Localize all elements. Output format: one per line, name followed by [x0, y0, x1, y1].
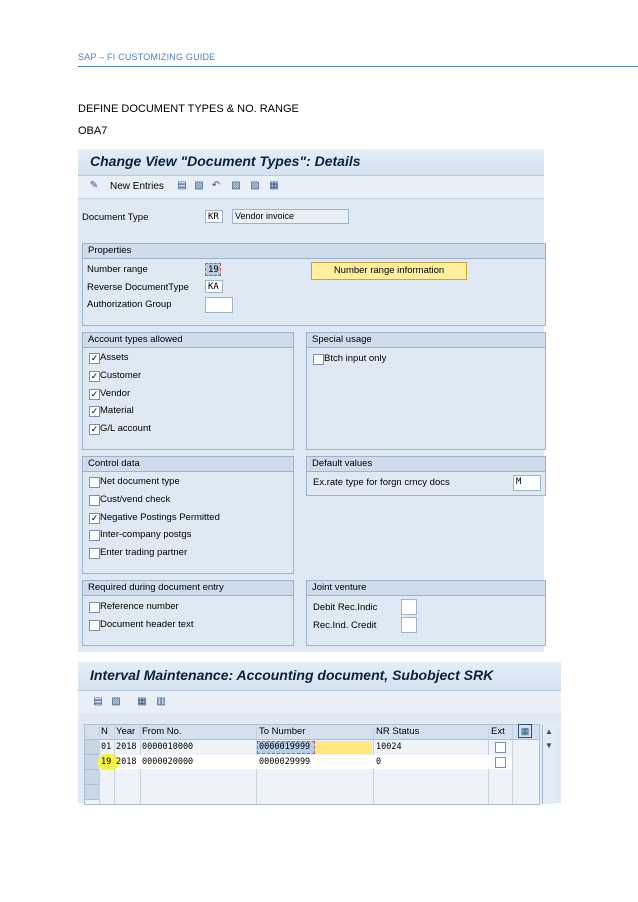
account-type-checkbox[interactable]: ✓ — [90, 388, 99, 399]
header-rule — [78, 66, 638, 67]
account-type-checkbox[interactable]: ✓ — [90, 353, 99, 363]
row1-from[interactable]: 0000010000 — [142, 742, 194, 752]
control-option-checkbox[interactable] — [89, 495, 100, 506]
control-option-checkbox[interactable] — [89, 548, 100, 559]
account-type-checkbox[interactable]: ✓ — [90, 424, 99, 435]
required-field-checkbox[interactable] — [89, 620, 100, 631]
col-header-n: N — [101, 726, 108, 737]
account-type-checkbox[interactable]: ✓ — [90, 370, 99, 381]
row1-year[interactable]: 2018 — [116, 742, 137, 752]
document-type-field[interactable]: KR — [205, 210, 223, 223]
copy-icon[interactable]: ▤ — [177, 180, 187, 191]
table-settings-icon[interactable]: ▦ — [518, 724, 532, 738]
special-usage-group — [306, 332, 546, 450]
control-option-label: Cust/vend check — [100, 493, 171, 505]
required-entry-group — [82, 580, 294, 646]
number-range-field[interactable]: 19 — [205, 263, 221, 276]
control-data-group — [82, 456, 294, 574]
scroll-up-icon[interactable]: ▲ — [545, 727, 553, 736]
row2-ext-checkbox[interactable] — [495, 757, 506, 768]
control-option-checkbox[interactable] — [89, 530, 100, 541]
table-scrollbar[interactable] — [542, 725, 557, 804]
account-type-label: Assets — [100, 352, 129, 363]
edit-pencil-icon[interactable]: ✎ — [89, 180, 99, 191]
row2-year[interactable]: 2018 — [116, 757, 137, 767]
screen-title-bar — [78, 149, 544, 176]
interval-maintenance-screen — [78, 662, 561, 803]
scroll-down-icon[interactable]: ▼ — [545, 741, 553, 750]
section-heading: DEFINE DOCUMENT TYPES & NO. RANGE — [78, 103, 299, 115]
interval-toolbar — [78, 691, 561, 713]
col-header-year: Year — [116, 726, 136, 737]
debit-rec-indic-label: Debit Rec.Indic — [313, 602, 378, 613]
authorization-group-label: Authorization Group — [87, 299, 172, 310]
col-header-status: NR Status — [376, 726, 420, 737]
authorization-group-field[interactable] — [205, 297, 233, 313]
account-types-group — [82, 332, 294, 450]
screen-title: Change View "Document Types": Details — [90, 153, 361, 169]
delete-interval-icon[interactable]: ▧ — [111, 696, 121, 707]
row-selector[interactable] — [85, 770, 99, 785]
col-header-from: From No. — [142, 726, 182, 737]
required-field-label: Reference number — [100, 601, 179, 612]
row2-status: 0 — [376, 757, 382, 767]
credit-rec-indic-field[interactable] — [401, 617, 417, 633]
number-range-label: Number range — [87, 264, 148, 275]
account-type-label: Customer — [100, 369, 142, 381]
control-option-label: Negative Postings Permitted — [100, 511, 220, 523]
row1-n[interactable]: 01 — [101, 742, 112, 752]
control-option-label: Inter-company postgs — [100, 529, 192, 541]
document-type-description: Vendor invoice — [232, 209, 349, 224]
number-range-information-button[interactable]: Number range information — [311, 262, 467, 280]
row1-status: 10024 — [376, 742, 402, 752]
row-selector[interactable] — [85, 785, 99, 800]
interval-table — [84, 724, 553, 805]
document-header: SAP – FI CUSTOMIZING GUIDE — [78, 52, 216, 62]
interval-title-bar — [78, 662, 561, 691]
details-icon[interactable]: ▦ — [137, 696, 147, 707]
document-type-label: Document Type — [82, 212, 149, 223]
default-values-group — [306, 456, 546, 496]
row1-to[interactable]: 0000019999 — [259, 742, 311, 752]
row-selector[interactable] — [85, 740, 99, 755]
insert-interval-icon[interactable]: ▤ — [93, 696, 103, 707]
account-type-checkbox[interactable]: ✓ — [90, 406, 99, 417]
application-toolbar — [78, 176, 544, 199]
batch-input-only-checkbox[interactable] — [313, 354, 324, 365]
credit-rec-indic-label: Rec.Ind. Credit — [313, 620, 377, 631]
properties-title: Properties — [88, 245, 132, 256]
debit-rec-indic-field[interactable] — [401, 599, 417, 615]
account-type-label: Vendor — [100, 387, 131, 399]
required-field-label: Document header text — [100, 618, 194, 630]
row2-n[interactable]: 19 — [101, 757, 112, 767]
batch-input-only-label: Btch input only — [324, 353, 387, 364]
exrate-type-label: Ex.rate type for forgn crncy docs — [313, 477, 450, 488]
control-data-title: Control data — [88, 458, 140, 469]
row2-to[interactable]: 0000029999 — [259, 757, 311, 767]
required-field-checkbox[interactable] — [89, 602, 100, 613]
required-entry-title: Required during document entry — [88, 582, 224, 593]
select-block-icon[interactable]: ▦ — [269, 180, 279, 191]
previous-entry-icon[interactable]: ▨ — [231, 180, 241, 191]
delete-icon[interactable]: ▧ — [194, 180, 204, 191]
overview-icon[interactable]: ▥ — [156, 696, 166, 707]
col-header-to: To Number — [259, 726, 306, 737]
document-types-screen — [78, 149, 544, 652]
special-usage-title: Special usage — [312, 334, 372, 345]
default-values-title: Default values — [312, 458, 373, 469]
control-option-label: Enter trading partner — [100, 547, 188, 559]
properties-group — [82, 243, 546, 326]
joint-venture-title: Joint venture — [312, 582, 367, 593]
joint-venture-group — [306, 580, 546, 646]
control-option-label: Net document type — [100, 476, 180, 487]
exrate-type-field[interactable]: M — [513, 475, 541, 491]
interval-title: Interval Maintenance: Accounting document, Subobject SRK — [90, 667, 494, 683]
undo-icon[interactable]: ↶ — [211, 180, 221, 191]
reverse-doc-type-field[interactable]: KA — [205, 280, 223, 293]
col-header-ext: Ext — [491, 726, 505, 737]
reverse-doc-type-label: Reverse DocumentType — [87, 282, 189, 293]
next-entry-icon[interactable]: ▨ — [250, 180, 260, 191]
account-types-title: Account types allowed — [88, 334, 183, 345]
control-option-checkbox[interactable] — [89, 477, 100, 488]
row1-ext-checkbox[interactable] — [495, 742, 506, 753]
control-option-checkbox[interactable]: ✓ — [90, 512, 99, 523]
account-type-label: Material — [100, 405, 134, 417]
row2-from[interactable]: 0000020000 — [142, 757, 194, 767]
new-entries-button[interactable]: New Entries — [110, 181, 164, 192]
account-type-label: G/L account — [100, 423, 151, 435]
transaction-code: OBA7 — [78, 125, 108, 137]
